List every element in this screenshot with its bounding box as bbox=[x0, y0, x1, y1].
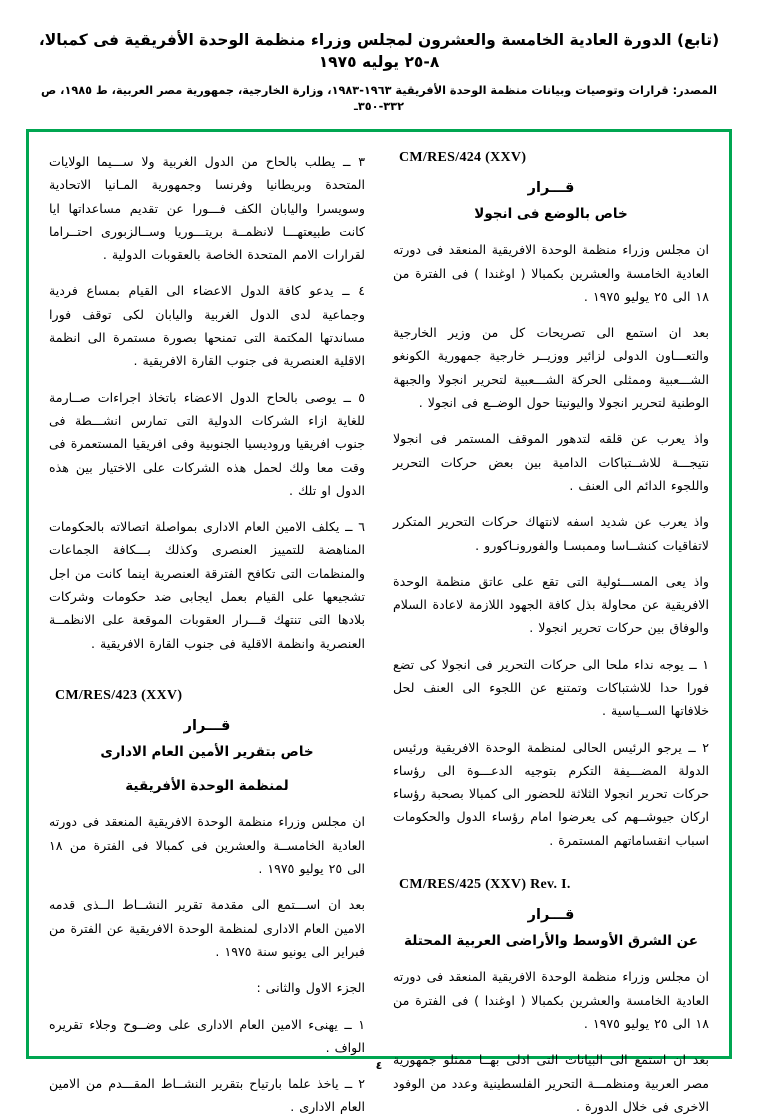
paragraph: ٣ ــ يطلب بالحاح من الدول الغربية ولا ســـيما الولايات المتحدة وبريطانيا وفرنسا وجمهورية المـانيا الاتحادية وسويسرا واليابان الكف فـــورا عن تقديم مساعداتها ايا كانت طبيعتهـــا لانظمــة بريتـــوريا وســالزبورى احتــراما لقرارات الامم المتحدة الخاصة بالعقوبات الدولية . bbox=[49, 154, 365, 263]
resolution-425-heading: قـــرار bbox=[527, 907, 575, 924]
paragraph: واذ يعرب عن قلقه لتدهور الموقف المستمر فى انجولا نتيجـــة للاشــتباكات الدامية بين بعض حركات التحرير واللجوء الدائم الى العنف . bbox=[393, 431, 709, 493]
paragraph: ٤ ــ يدعو كافة الدول الاعضاء الى القيام بمساع فردية وجماعية لدى الدول الغربية واليابان لكى توقف فورا مساندتها المكتمة التى تمنحها بصورة مستمرة الى انظمة الاقلية العنصرية فى جنوب القارة الافريقية . bbox=[49, 283, 365, 369]
two-column-layout bbox=[49, 150, 709, 1115]
paragraph: ٥ ــ يوصى بالحاح الدول الاعضاء باتخاذ اجراءات صــارمة للغاية ازاء الشركات الدولية التى تمارس انشـــطة فى جنوب افريقيا وروديسيا الجنوبية وفى افريقيا المستعمرة فى وقت معا ولك لحمل هذه الشركات على الاختيار بين هذه الدول او تلك . bbox=[49, 389, 365, 498]
resolution-424-subtitle: خاص بالوضع فى انجولا bbox=[474, 206, 628, 222]
paragraph: ٢ ــ يرجو الرئيس الحالى لمنظمة الوحدة الافريقية ورئيس الدولة المضـــيفة التكرم بتوجيه الدعـــوة الى رؤساء حركات تحرير انجولا الثلاثة للحضور الى كمبالا بصحبة رؤساء اركان جيوشــهم كى يعرضوا امام رؤساء الدول والحكومات اسباب انقساماتهم المستمرة . bbox=[393, 739, 709, 848]
content-frame bbox=[26, 129, 732, 1115]
paragraph: ان مجلس وزراء منظمة الوحدة الافريقية المنعقد فى دورته العادية الخامسة والعشرين بكمبالا ( اوغندا ) فى الفترة من ١٨ الى ٢٥ يوليو ١٩٧٥ . bbox=[393, 242, 709, 304]
resolution-424-heading: قـــرار bbox=[527, 180, 575, 196]
resolution-code-424: CM/RES/424 (XXV) bbox=[399, 150, 527, 165]
paragraph: ٦ ــ يكلف الامين العام الادارى بمواصلة اتصالاته بالحكومات المناهضة للتمييز العنصرى وكذلك بـــكافة الجماعات والمنظمات التى تكافح الفترقة العنصرية اينما كانت من اجل تشجيعها على القيام بعمل ايجابى ضد حكومات وشركات بلادها التى تنتهك قـــرار العقوبات الموقعة على الانظمــة العنصرية وانظمة الاقلية فى جنوب القارة الافريقية . bbox=[49, 519, 365, 651]
paragraph: ان مجلس وزراء منظمة الوحدة الافريقية المنعقد فى دورته العادية الخامســة والعشرين فى كمبالا فى الفترة من ١٨ الى ٢٥ يوليو ١٩٧٥ . bbox=[49, 814, 365, 877]
column-left bbox=[49, 150, 365, 1115]
resolution-423-heading: قـــرار bbox=[183, 717, 231, 734]
paragraph: ١ ــ يوجه نداء ملحا الى حركات التحرير فى انجولا كى تضع فورا حدا للاشتباكات وتمتنع عن اللجوء الى العنف لحل خلافاتها الســياسية . bbox=[393, 656, 709, 719]
paragraph: واذ يعى المســـئولية التى تقع على عاتق منظمة الوحدة الافريقية عن محاولة بذل كافة الجهود اللازمة لاعادة السلام والوفاق بين حركات تحرير انجولا . bbox=[393, 573, 709, 636]
paragraph: ٢ ــ ياخذ علما بارتياح بتقرير النشــاط المقـــدم من الامين العام الادارى . bbox=[49, 1076, 365, 1115]
resolution-code-425: CM/RES/425 (XXV) Rev. I. bbox=[399, 877, 571, 893]
resolution-425-subtitle: عن الشرق الأوسط والأراضى العربية المحتلة bbox=[404, 933, 698, 950]
resolution-423-subtitle-line1: خاص بتقرير الأمين العام الادارى bbox=[100, 743, 314, 760]
paragraph: بعد ان استمع الى تصريحات كل من وزير الخارجية والتعـــاون الدولى لزائير ووزيــر خارجية جمهورية الكونغو الشـــعبية وممثلى الحركة الشـــعبية لتحرير انجولا والجبهة الوطنية لتحرير انجولا واليونيتا حول الوضــع فى انجولا . bbox=[393, 325, 709, 411]
resolution-code-423: CM/RES/423 (XXV) bbox=[55, 687, 183, 703]
paragraph: واذ يعرب عن شديد اسفه لانتهاك حركات التحرير المتكرر لاتفاقيات كنشــاسا وممبسـا والفورونـاكورو . bbox=[393, 514, 709, 553]
section-spacer bbox=[393, 865, 709, 871]
paragraph: ١ ــ يهنىء الامين العام الادارى على وضــوح وجلاء تقريره الواف . bbox=[49, 1016, 365, 1055]
paragraph: ان مجلس وزراء منظمة الوحدة الافريقية المنعقد فى دورته العادية الخامسة والعشرين بكمبالا ( اوغندا ) فى الفترة من ١٨ الى ٢٥ يوليو ١٩٧٥ . bbox=[393, 969, 709, 1031]
resolution-423-subtitle-line2: لمنظمة الوحدة الأفريقية bbox=[125, 778, 289, 795]
page-header-source: المصدر: قرارات وتوصيات وبيانات منظمة الوحدة الأفريقية ١٩٦٣-١٩٨٣، وزارة الخارجية، جمهورية مصر العربية، ط ١٩٨٥، ص ٣٣٢-٣٥٠ـ bbox=[41, 84, 717, 114]
paragraph: الجزء الاول والثانى : bbox=[256, 980, 365, 996]
page-header-title: (تابع) الدورة العادية الخامسة والعشرون لمجلس وزراء منظمة الوحدة الأفريقية فى كمبالا، ٨-٢٥ يوليه ١٩٧٥ bbox=[38, 31, 720, 71]
paragraph: بعد ان اســـتمع الى مقدمة تقرير النشــاط الــذى قدمه الامين العام الادارى لمنظمة الوحدة الافريقية عن الفترة من فبراير الى يونيو سنة ١٩٧٥ . bbox=[49, 897, 365, 959]
column-right bbox=[393, 150, 709, 1114]
paragraph: بعد ان استمع الى البيانات التى ادلى بهــا ممثلو جمهورية مصر العربية ومنظمـــة التحرير الفلسطينية وعدد من الوفود الاخرى فى خلال الدورة . bbox=[393, 1052, 709, 1114]
section-spacer bbox=[49, 668, 365, 682]
page-number: ٤ bbox=[375, 1059, 383, 1072]
